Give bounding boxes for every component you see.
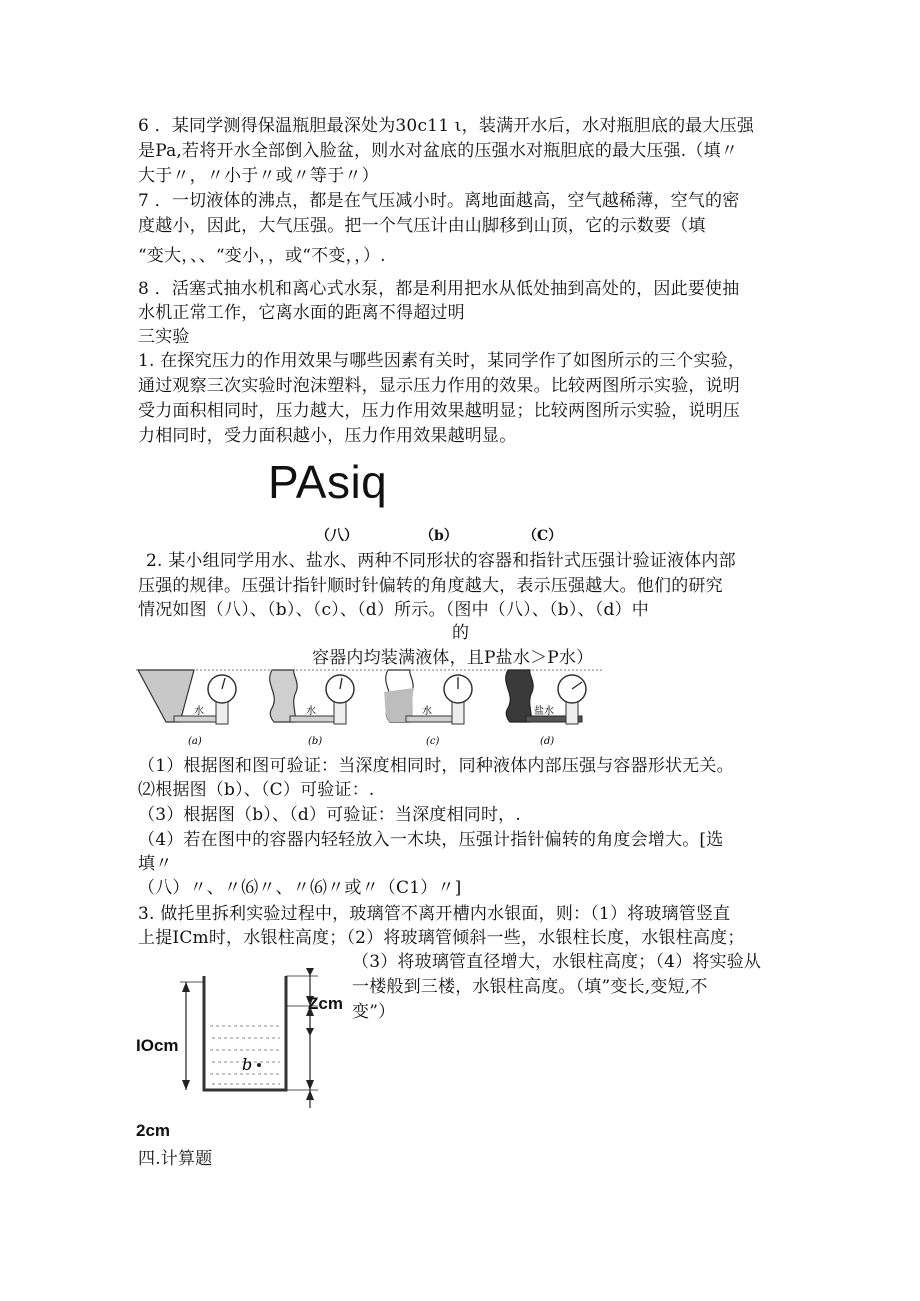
q8-line2: 水机正常工作，它离水面的距离不得超过明 xyxy=(138,303,465,323)
e3-line3: （3）将玻璃管直径增大，水银柱高度；（4）将实验从 xyxy=(352,952,762,972)
q7-line3: “变大，、、“变小，，或“不变，，）. xyxy=(138,246,386,266)
fig-label-b: (b) xyxy=(308,736,323,747)
e3-line1: 3. 做托里拆利实验过程中，玻璃管不离开槽内水银面，则：（1）将玻璃管竖直 xyxy=(138,904,731,924)
e1-line1: 1. 在探究压力的作用效果与哪些因素有关时，某同学作了如图所示的三个实验， xyxy=(138,351,746,371)
label-2cm: 2cm xyxy=(136,1121,171,1140)
e3-line5: 变”） xyxy=(352,1002,396,1022)
point-b-label: b xyxy=(242,1055,253,1074)
e2-q4b: 填〃 xyxy=(138,854,173,874)
e1-line4: 力相同时，受力面积越小，压力作用效果越明显。 xyxy=(138,426,517,446)
container-b xyxy=(270,670,354,747)
e2-line1: 2. 某小组同学用水、盐水、两种不同形状的容器和指针式压强计验证液体内部 xyxy=(146,551,736,571)
e2-line2: 压强的规律。压强计指针顺时针偏转的角度越大，表示压强越大。他们的研究 xyxy=(138,576,723,596)
q6-line1: 6 ．某同学测得保温瓶胆最深处为30c11 ι，装满开水后，水对瓶胆底的最大压强 xyxy=(138,116,755,136)
label-10cm: IOcm xyxy=(136,1036,179,1055)
e3-line4: 一楼般到三楼，水银柱高度。（填”变长,变短,不 xyxy=(352,977,708,997)
e2-q1: （1）根据图和图可验证：当深度相同时，同种液体内部压强与容器形状无关。 xyxy=(138,756,734,776)
q8-line1: 8 ．活塞式抽水机和离心式水泵，都是利用把水从低处抽到高处的，因此要使抽 xyxy=(138,279,740,299)
fig-label-d: (d) xyxy=(540,736,555,747)
figure-sub-a: （八） xyxy=(316,528,358,544)
liquid-depth-figure xyxy=(172,966,352,1110)
e3-line2: 上提ICm时，水银柱高度；（2）将玻璃管倾斜一些，水银柱长度，水银柱高度； xyxy=(138,928,745,948)
e1-line3: 受力面积相同时，压力越大，压力作用效果越明显；比较两图所示实验，说明压 xyxy=(138,401,740,421)
container-d xyxy=(506,670,586,747)
svg-text:水: 水 xyxy=(194,706,204,717)
q6-line3: 大于〃，〃小于〃或〃等于〃） xyxy=(138,166,379,186)
fig-label-a: (a) xyxy=(188,736,202,747)
container-a xyxy=(138,670,236,747)
figure-sub-c: （C） xyxy=(523,528,563,544)
container-c xyxy=(384,670,472,747)
e2-q3: （3）根据图（b）、（d）可验证：当深度相同时，. xyxy=(138,805,521,825)
e2-line5: 容器内均装满液体，且P盐水＞P水） xyxy=(312,648,594,668)
fig-label-c: (c) xyxy=(426,736,440,747)
e2-line4: 的 xyxy=(452,623,470,643)
section-3-heading: 三实验 xyxy=(138,327,190,347)
figure-placeholder-text: PAsiq xyxy=(268,456,388,508)
svg-text:水: 水 xyxy=(422,706,432,717)
q6-line2: 是Pa,若将开水全部倒入脸盆，则水对盆底的压强水对瓶胆底的最大压强.（填〃 xyxy=(138,141,739,161)
e2-q2: ⑵根据图（b）、（C）可验证：. xyxy=(138,780,375,800)
pressure-gauge-figure xyxy=(136,664,606,748)
q7-line2: 度越小，因此，大气压强。把一个气压计由山脚移到山顶，它的示数要（填 xyxy=(138,216,706,236)
section-4-heading: 四.计算题 xyxy=(138,1149,213,1169)
svg-text:盐水: 盐水 xyxy=(534,706,554,717)
figure-sub-b: （b） xyxy=(420,528,458,544)
svg-text:水: 水 xyxy=(306,706,316,717)
point-b-marker xyxy=(257,1063,261,1067)
q7-line1: 7 ．一切液体的沸点，都是在气压减小时。离地面越高，空气越稀薄，空气的密 xyxy=(138,191,740,211)
e1-line2: 通过观察三次实验时泡沫塑料，显示压力作用的效果。比较两图所示实验，说明 xyxy=(138,376,740,396)
e2-q4c: （八）〃、〃⑹〃、〃⑹〃或〃（C1）〃] xyxy=(138,878,462,898)
e2-line3: 情况如图（八）、（b）、（c）、（d）所示。（图中（八）、（b）、（d）中 xyxy=(138,600,649,620)
label-zcm: Zcm xyxy=(308,994,343,1013)
e2-q4a: （4）若在图中的容器内轻轻放入一木块，压强计指针偏转的角度会增大。[选 xyxy=(138,830,724,850)
